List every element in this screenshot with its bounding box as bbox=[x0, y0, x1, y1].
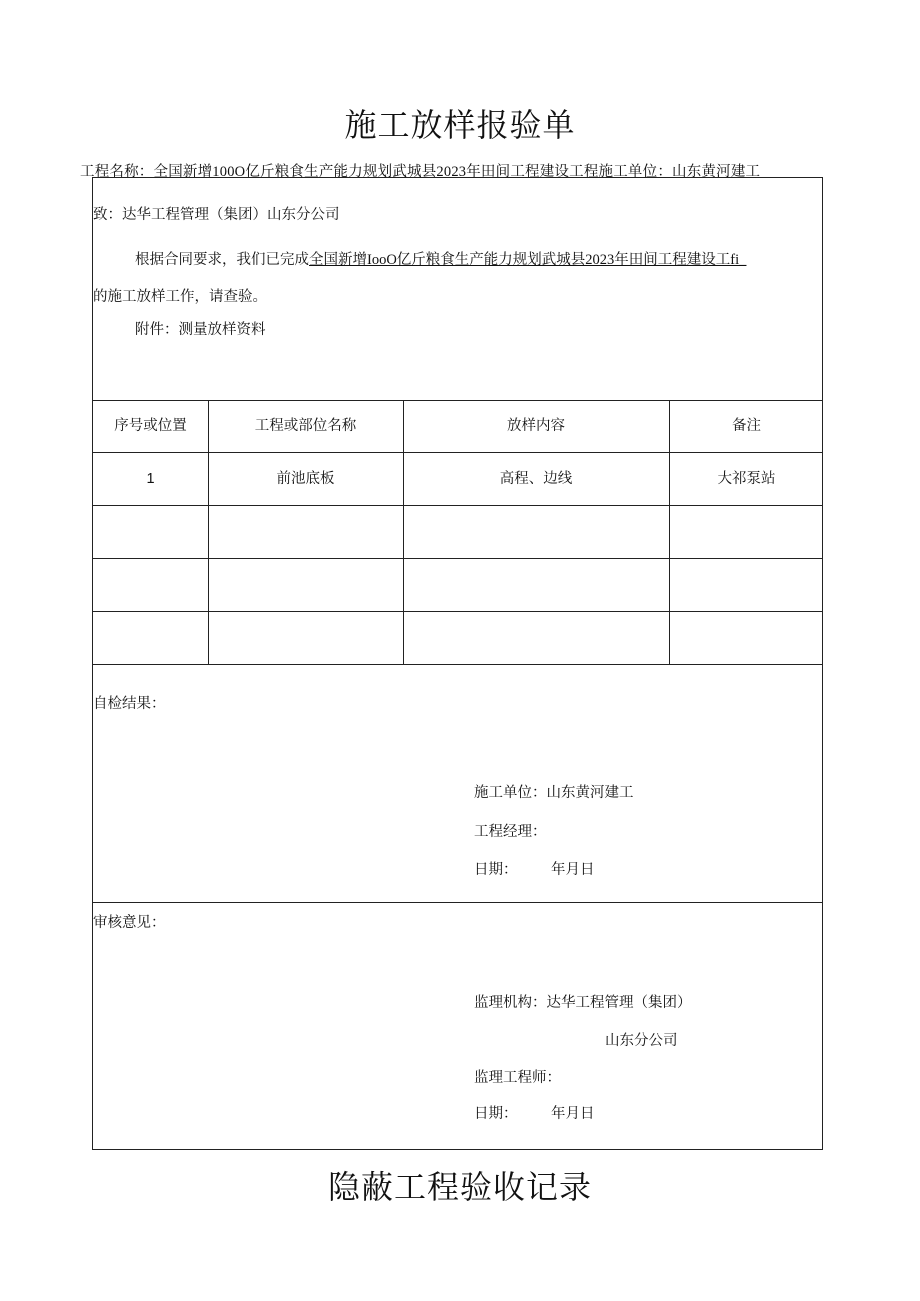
table-row-divider bbox=[93, 558, 822, 559]
form-frame bbox=[92, 177, 823, 1150]
table-cell: 高程、边线 bbox=[499, 471, 573, 487]
table-cell: 1 bbox=[146, 471, 155, 487]
attachment: 附件：测量放样资料 bbox=[135, 322, 266, 338]
section-divider bbox=[93, 902, 822, 903]
review-date-label: 日期： bbox=[474, 1106, 518, 1122]
table-bottom-border bbox=[93, 664, 822, 665]
table-row-divider bbox=[93, 505, 822, 506]
table-header-cell: 备注 bbox=[732, 418, 761, 434]
table-header-cell: 工程或部位名称 bbox=[254, 418, 357, 434]
addressee: 致：达华工程管理（集团）山东分公司 bbox=[93, 207, 340, 223]
page-title: 施工放样报验单 bbox=[344, 106, 576, 144]
body-line-2: 的施工放样工作，请查验。 bbox=[93, 289, 267, 305]
project-manager-label: 工程经理： bbox=[474, 824, 547, 840]
project-name-line: 工程名称：全国新增100O亿斤粮食生产能力规划武城县2023年田间工程建设工程施工单位：山东黄河建工 bbox=[80, 164, 761, 180]
self-check-date-label: 日期： bbox=[474, 862, 518, 878]
self-check-date-value: 年月日 bbox=[551, 862, 595, 878]
table-row-divider bbox=[93, 611, 822, 612]
supervision-org: 监理机构：达华工程管理（集团） bbox=[474, 995, 692, 1011]
body-prefix: 根据合同要求，我们已完成 bbox=[135, 252, 309, 268]
next-section-title: 隐蔽工程验收记录 bbox=[327, 1168, 592, 1206]
table-header-cell: 序号或位置 bbox=[114, 418, 187, 434]
table-cell: 前池底板 bbox=[276, 471, 335, 487]
table-header-cell: 放样内容 bbox=[507, 418, 565, 434]
self-check-label: 自检结果： bbox=[93, 696, 166, 712]
table-cell: 大祁泵站 bbox=[717, 471, 776, 487]
construction-unit: 施工单位：山东黄河建工 bbox=[474, 785, 634, 801]
review-label: 审核意见： bbox=[93, 915, 166, 931]
review-date-value: 年月日 bbox=[551, 1106, 595, 1122]
body-line-1 bbox=[135, 248, 746, 269]
supervision-org-line2: 山东分公司 bbox=[605, 1033, 678, 1049]
supervising-engineer-label: 监理工程师： bbox=[474, 1070, 561, 1086]
body-underlined-project: 全国新增IooO亿斤粮食生产能力规划武城县2023年田间工程建设工fi_ bbox=[309, 252, 747, 268]
